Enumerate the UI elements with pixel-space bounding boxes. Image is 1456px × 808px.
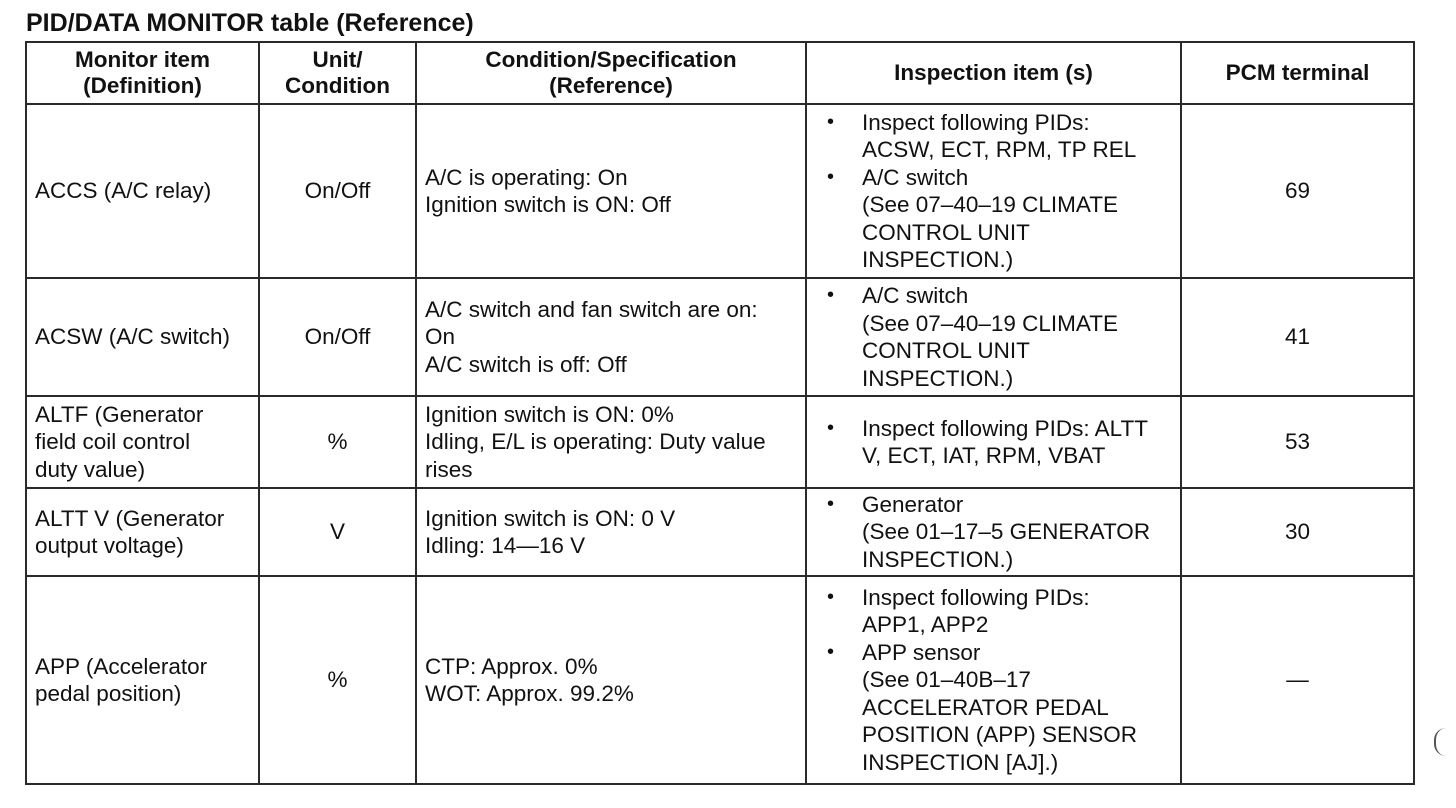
pcm-terminal-cell: 69: [1181, 104, 1414, 278]
inspection-list: [815, 584, 1172, 777]
inspection-cell: [806, 396, 1181, 488]
inspection-item: • Inspect following PIDs: APP1, APP2: [827, 584, 1172, 639]
inspection-item: • A/C switch (See 07–40–19 CLIMATE CONTROL UNIT INSPECTION.): [827, 164, 1172, 274]
unit-cell: %: [259, 396, 416, 488]
header-monitor-item: Monitor item (Definition): [26, 42, 259, 104]
header-inspection-items: Inspection item (s): [806, 42, 1181, 104]
condition-cell: Ignition switch is ON: 0 V Idling: 14—16 V: [416, 488, 806, 576]
inspection-list: [815, 415, 1172, 470]
page-edge-mark: [1434, 728, 1446, 756]
unit-cell: On/Off: [259, 278, 416, 396]
pcm-terminal-cell: 41: [1181, 278, 1414, 396]
pcm-terminal-cell: —: [1181, 576, 1414, 784]
inspection-list: [815, 491, 1172, 574]
inspection-item: • Generator (See 01–17–5 GENERATOR INSPECTION.): [827, 491, 1172, 574]
condition-cell: Ignition switch is ON: 0% Idling, E/L is operating: Duty value rises: [416, 396, 806, 488]
unit-cell: %: [259, 576, 416, 784]
condition-cell: CTP: Approx. 0% WOT: Approx. 99.2%: [416, 576, 806, 784]
condition-cell: A/C is operating: On Ignition switch is ON: Off: [416, 104, 806, 278]
inspection-cell: [806, 104, 1181, 278]
monitor-item-cell: ALTF (Generator field coil control duty value): [26, 396, 259, 488]
inspection-item: • A/C switch (See 07–40–19 CLIMATE CONTROL UNIT INSPECTION.): [827, 282, 1172, 392]
inspection-item: • Inspect following PIDs: ACSW, ECT, RPM, TP REL: [827, 109, 1172, 164]
table-row: [26, 104, 1414, 278]
pcm-terminal-cell: 53: [1181, 396, 1414, 488]
inspection-cell: [806, 488, 1181, 576]
inspection-cell: [806, 278, 1181, 396]
header-condition-spec: Condition/Specification (Reference): [416, 42, 806, 104]
condition-cell: A/C switch and fan switch are on: On A/C switch is off: Off: [416, 278, 806, 396]
pcm-terminal-cell: 30: [1181, 488, 1414, 576]
page-title: PID/DATA MONITOR table (Reference): [26, 9, 474, 37]
monitor-item-cell: ALTT V (Generator output voltage): [26, 488, 259, 576]
monitor-item-cell: ACSW (A/C switch): [26, 278, 259, 396]
table-row: [26, 396, 1414, 488]
header-pcm-terminal: PCM terminal: [1181, 42, 1414, 104]
inspection-list: [815, 282, 1172, 392]
header-unit-condition: Unit/ Condition: [259, 42, 416, 104]
inspection-item: • APP sensor (See 01–40B–17 ACCELERATOR PEDAL POSITION (APP) SENSOR INSPECTION [AJ].): [827, 639, 1172, 777]
inspection-list: [815, 109, 1172, 274]
unit-cell: On/Off: [259, 104, 416, 278]
table-row: [26, 278, 1414, 396]
pid-monitor-table: [25, 41, 1415, 785]
table-row: [26, 488, 1414, 576]
monitor-item-cell: APP (Accelerator pedal position): [26, 576, 259, 784]
inspection-item: • Inspect following PIDs: ALTT V, ECT, IAT, RPM, VBAT: [827, 415, 1172, 470]
header-row: [26, 42, 1414, 104]
monitor-item-cell: ACCS (A/C relay): [26, 104, 259, 278]
table-row: [26, 576, 1414, 784]
inspection-cell: [806, 576, 1181, 784]
unit-cell: V: [259, 488, 416, 576]
